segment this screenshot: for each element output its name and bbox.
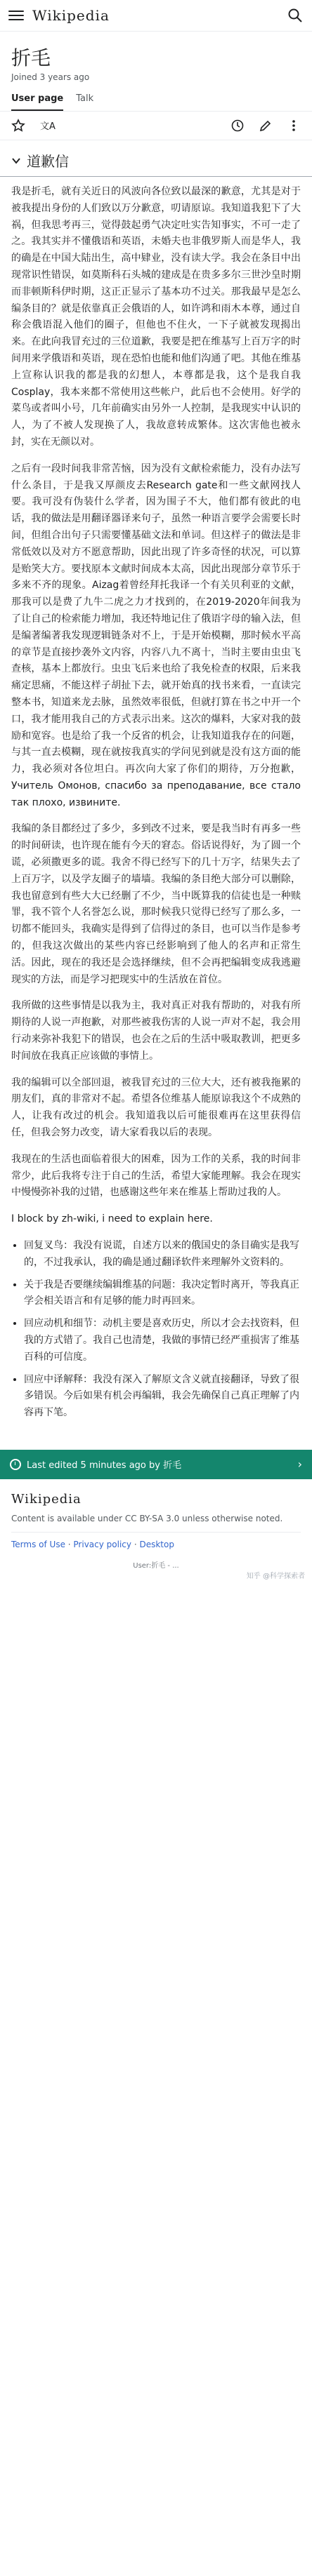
joined-date: Joined 3 years ago — [11, 72, 90, 82]
last-edited-bar[interactable] — [0, 1450, 312, 1479]
menu-icon[interactable] — [8, 8, 24, 23]
paragraph: 我编的条目都经过了多少，多到改不过来，要是我当时有再多一些的时间研读，也许现在能有今天的窘态。俗话说得好，为了圆一个谎，必须撒更多的谎。我舍不得已经写下的几十万字，结果失去了上百万字，以及学友圈子的墙墙。我编的条目绝大部分可以删除，我也留意到有些大大已经删了不少，当中既算我的信徒也是一种赎罪，我不管个人名誉怎么说，那时候我只觉得已经写了那么多，一切都不能回头，我确实是得到了信得过的条目，也可以当作是参考的，但我这次做出的某些内容已经影响到了他人的名声和正常生活。因此，现在的我还是会选择继续，但不会再把编辑变成我逃避现实的方法，而是学习把现实中的生活放在首位。 — [11, 823, 301, 985]
star-icon[interactable] — [11, 119, 25, 133]
paragraph: 我的编辑可以全部回退，被我冒充过的三位大大，还有被我拖累的朋友们，真的非常对不起。希望各位维基人能原谅我这个不成熟的人，让我有改过的机会。我知道我以后可能很难再在这里获得信任，但我会努力改变，请大家看我以后的表现。 — [11, 1076, 301, 1139]
footer-links: Terms of Use · Privacy policy · Desktop — [11, 1539, 174, 1549]
last-edited-text: Last edited 5 minutes ago by 折毛 — [27, 1460, 182, 1471]
list-item: • 回复叉鸟：我没有说谎，自述方以来的俄国史的条目确实是我写的，不过我承认，我的确是通过翻译软件来理解外文资料的。 — [24, 1238, 301, 1272]
page-actions — [0, 112, 312, 140]
block-note: I block by zh-wiki, i need to explain here. — [11, 1213, 213, 1225]
tab-user-page[interactable]: User page — [11, 93, 63, 111]
list-item: • 回应中译解释：我没有深入了解原文含义就直接翻译，导致了很多错误。今后如果有机会再编辑，我会先确保自己真正理解了内容再下笔。 — [24, 1372, 301, 1422]
more-options-icon[interactable] — [287, 119, 301, 133]
list-item: • 回应动机和细节：动机主要是喜欢历史，所以才会去找资料，但我的方式错了。我自己也清楚，我做的事情已经严重损害了维基百科的可信度。 — [24, 1316, 301, 1366]
chevron-down-icon — [11, 156, 21, 166]
header-bar — [0, 0, 312, 32]
chevron-right-icon: › — [297, 1457, 302, 1471]
article-body — [0, 184, 312, 1422]
clock-icon — [10, 1459, 21, 1470]
paragraph: 我现在的生活也面临着很大的困难，因为工作的关系，我的时间非常少，此后我将专注于自己的生活，希望大家能理解。我会在现实中慢慢弥补我的过错，也感谢这些年来在维基上帮助过我的人。 — [11, 1153, 301, 1199]
terms-link[interactable]: Terms of Use — [11, 1539, 65, 1549]
tab-talk[interactable]: Talk — [76, 93, 94, 104]
page-footer — [0, 1479, 312, 1580]
desktop-link[interactable]: Desktop — [139, 1539, 174, 1549]
license-text: Content is available under CC BY-SA 3.0 unless otherwise noted. — [11, 1514, 301, 1533]
paragraph: 我所做的这些事情是以我为主，我对真正对我有帮助的，对我有所期待的人说一声抱歉，对那些被我伤害的人说一声对不起，我会用行动来弥补我犯下的错误，也会在之后的生活中吸取教训，把更多时间放在我真正应该做的事情上。 — [11, 1000, 301, 1062]
svg-text:文A: 文A — [40, 121, 56, 132]
list-item: • 关于我是否要继续编辑维基的问题：我决定暂时离开，等我真正学会相关语言和有足够的能力时再回来。 — [24, 1277, 301, 1311]
footer-wordmark: Wikipedia — [11, 1491, 82, 1507]
search-icon[interactable] — [287, 7, 304, 24]
paragraph: 我是折毛，就有关近日的风波向各位致以最深的歉意，尤其是对于被我提出身份的人们致以万分歉意，叨请原谅。我知道我犯下了大祸，但我思考再三，觉得鼓起勇气决定吐实告知事实，不可一走了之。我其实并不懂俄语和英语，未婚夫也非俄罗斯人而是华人，我的确是在中国大陆出生，高中肄业，没有读大学。我会在条目中出现常识性错误，如莫斯科石头城的建成是在贵多多尔三世沙皇时期而非顿斯科伊时期，这正正显示了基本功不过关。那我最早是怎么编条目的？就是依靠真正会俄语的人，如许鸿和雨木本尊，通过自称会俄语混入他们的圈子，但他也不住火，一下子就被发现揭出来。在此向我冒充过的三位道歉，我要是把在维基写上百万字的时间用来学俄语和英语，现在恐怕也能和他们沟通了吧。其他在维基上宣称认识我的都是我的幻想人，本尊都是我，这个是我自我Cosplay，我本来都不常使用这些帐户，此后也不会使用。好学的菜鸟或者叫小号，几年前确实由另外一人控制，是我现实中认识的人，为了不被人发现换了人，我故意转成繁体。这次害他也被永封，实在无颜以对。 — [11, 186, 301, 448]
history-icon[interactable] — [230, 119, 245, 133]
paragraph: 之后有一段时间我非常苦恼，因为没有文献检索能力，没有办法写什么条目，于是我又厚颜皮去Research gate和一些文献网找人要。我可没有伪装什么学者，因为围子不大，他们都有彼此的电话，我的做法是用翻译器译来句子，虽然一种语言要学会需要长时间，但组合出句子只需要懂基础文法和单词。但这样子的做法是非常低效以及对方不愿意帮助，因此出现了许多奇怪的状况，可以算是贻笑大方。要找原本文献时间成本太高，因此出现部分章节乐于多来不齐的现象。Aizag着曾经拜托我译一个有关贝利亚的文献，那我可以是费了九牛二虎之力才找到的，在2019-2020年间我为了让自己的检索能力增加，我还特地记住了俄语字母的输入法，但是编著编著我发现逻辑链条对不上，于是开始模糊，那时候水平高的章节是直接抄袭外文内容，内容八九不离十，当时主要由虫虫飞查核，基本上都放行。虫虫飞后来也给了我免检查的权限，后来我痛定思痛，不能这样子胡扯下去，就开始真的找书来看，一直读完整本书，知道来龙去脉，虽然效率很低，但就打算在书之中开一个口，我才能用我自己的方式表示出来。这次的爆料，大家对我的鼓励和宽容。也是给了我一个反省的机会，让我知道我存在的问题，与其一直去模糊，现在就按我真实的学问见到就是没有这方面的能力，我必须对各位坦白。再次向大家了你们的期待，万分抱歉，Учитель Омонов, спасибо за преподавание, все стало так плохо, извините. — [11, 462, 301, 808]
browser-url[interactable]: User:折毛 - ... — [133, 1561, 179, 1570]
watermark: 知乎 @科学探索者 — [246, 1572, 305, 1580]
language-icon[interactable] — [39, 119, 56, 133]
privacy-link[interactable]: Privacy policy — [73, 1539, 131, 1549]
page-heading — [0, 32, 312, 85]
page-title: 折毛 — [11, 46, 51, 69]
edit-pencil-icon[interactable] — [259, 119, 273, 133]
bullet-list — [11, 1238, 301, 1422]
section-title: 道歉信 — [27, 153, 69, 170]
page-tabs — [0, 85, 312, 112]
section-header[interactable] — [0, 140, 312, 177]
wikipedia-wordmark[interactable]: Wikipedia — [32, 7, 110, 24]
